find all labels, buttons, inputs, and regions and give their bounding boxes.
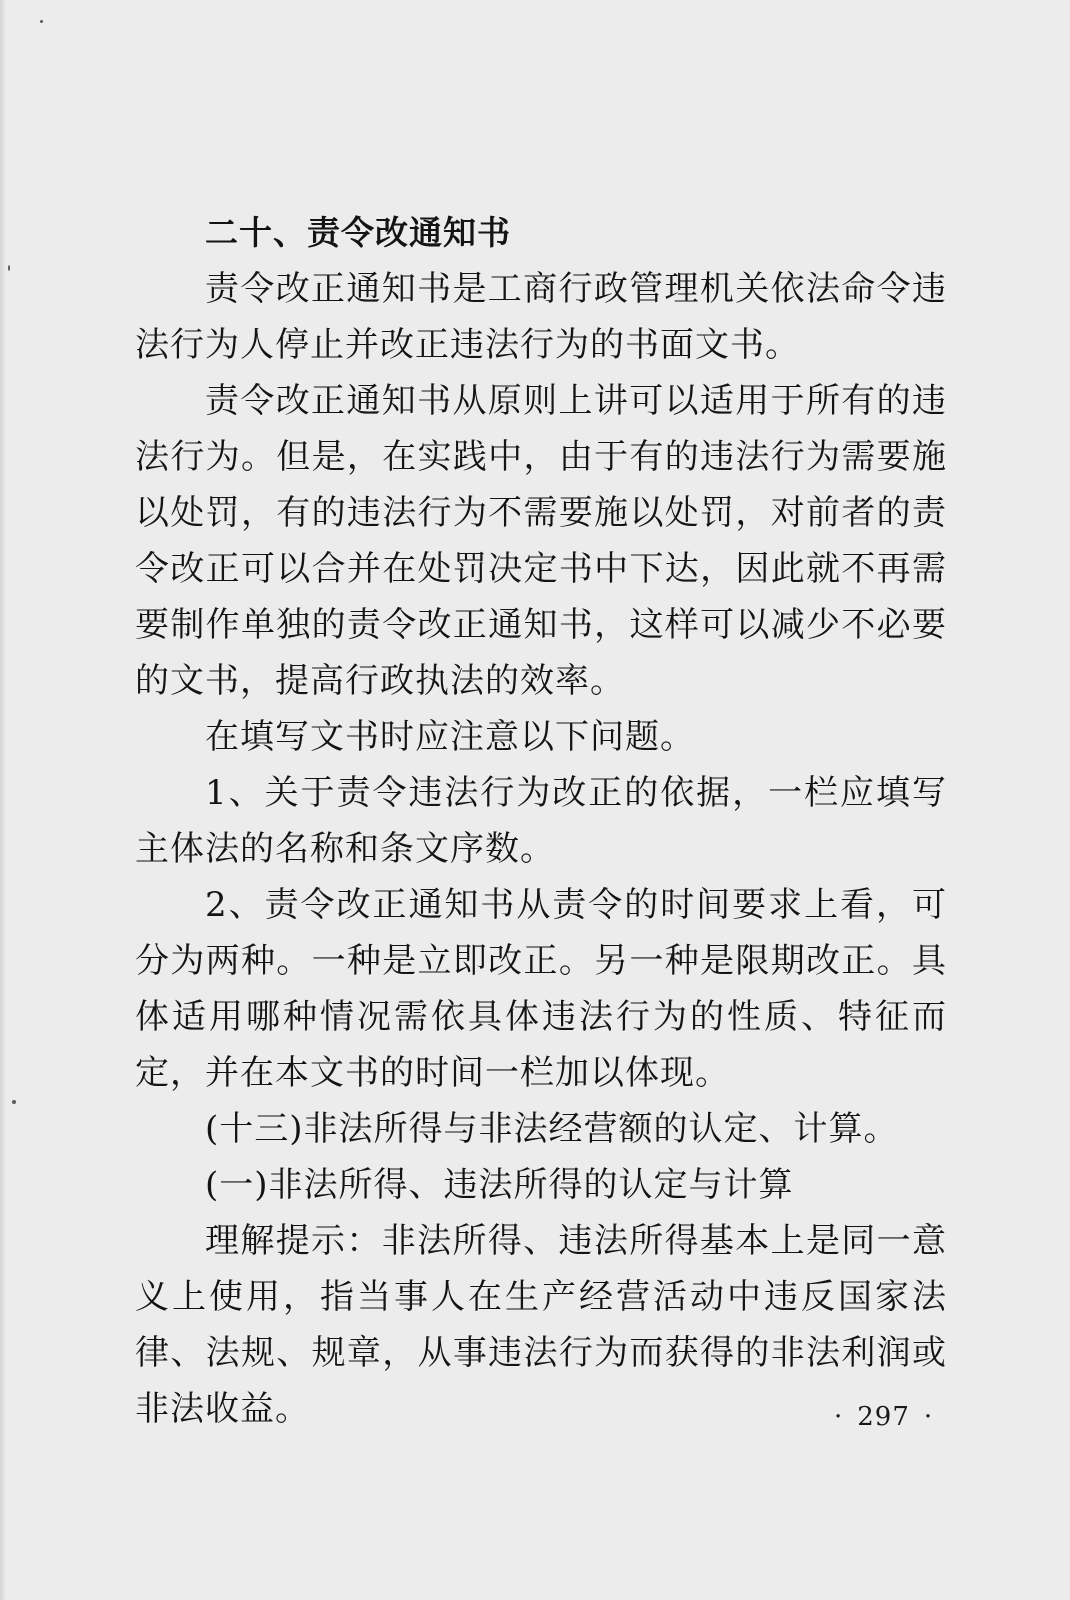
paragraph: 2、责令改正通知书从责令的时间要求上看，可分为两种。一种是立即改正。另一种是限期改正。具体适用哪种情况需依具体违法行为的性质、特征而定，并在本文书的时间一栏加以体现。: [135, 885, 947, 1093]
scan-speck: [40, 20, 43, 23]
page-number-dot-right: ·: [923, 1402, 934, 1432]
scan-speck: [12, 1100, 16, 1104]
paragraph: 1、关于责令违法行为改正的依据，一栏应填写主体法的名称和条文序数。: [135, 773, 947, 869]
paragraph: (一)非法所得、违法所得的认定与计算: [205, 1165, 794, 1205]
page-number-value: 297: [857, 1402, 910, 1432]
paragraph: 理解提示：非法所得、违法所得基本上是同一意义上使用，指当事人在生产经营活动中违反国家法律、法规、规章，从事违法行为而获得的非法利润或非法收益。: [135, 1221, 947, 1429]
page-body: [135, 205, 947, 1437]
section-heading: 二十、责令改通知书: [205, 213, 511, 252]
scan-edge: [0, 0, 6, 1600]
page-number: [820, 1402, 947, 1432]
page-number-dot-left: ·: [834, 1402, 844, 1432]
paragraph: 责令改正通知书从原则上讲可以适用于所有的违法行为。但是，在实践中，由于有的违法行为需要施以处罚，有的违法行为不需要施以处罚，对前者的责令改正可以合并在处罚决定书中下达，因此就不再需要制作单独的责令改正通知书，这样可以减少不必要的文书，提高行政执法的效率。: [135, 381, 947, 701]
paragraph: 责令改正通知书是工商行政管理机关依法命令违法行为人停止并改正违法行为的书面文书。: [135, 269, 947, 365]
paragraph: (十三)非法所得与非法经营额的认定、计算。: [205, 1109, 899, 1149]
scan-speck: [8, 265, 10, 271]
paragraph: 在填写文书时应注意以下问题。: [205, 717, 695, 757]
